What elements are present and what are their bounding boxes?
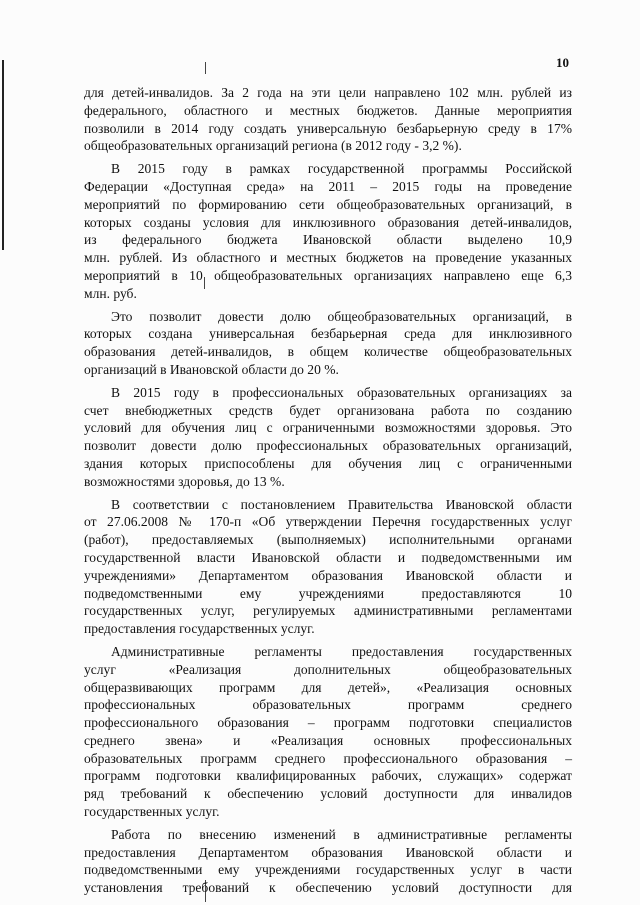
text-line: В соответствии с постановлением Правительства Ивановской области xyxy=(111,496,572,512)
paragraph-5 xyxy=(84,496,572,638)
text-line: счет внебюджетных средств будет организована работа по созданию xyxy=(84,402,572,418)
text-line: услуг «Реализация дополнительных общеобразовательных xyxy=(84,661,572,677)
text-line: государственных услуг, регулируемых административными регламентами xyxy=(84,603,572,619)
text-line: для детей-инвалидов. За 2 года на эти цели направлено 102 млн. рублей из xyxy=(84,85,572,100)
text-line: программ подготовки квалифицированных рабочих, служащих» содержат xyxy=(84,768,572,784)
text-line: В 2015 году в рамках государственной программы Российской xyxy=(111,161,572,177)
text-line: образовательных программ среднего профессионального образования – xyxy=(84,750,572,766)
paragraph-2 xyxy=(84,160,572,302)
scan-artifact xyxy=(205,62,206,74)
text-line-last: государственных услуг. xyxy=(84,804,220,820)
text-line-last: возможностями здоровья, до 13 %. xyxy=(84,473,285,489)
text-line: В 2015 году в профессиональных образовательных организациях за xyxy=(111,384,572,400)
text-line: Это позволит довести долю общеобразовательных организаций, в xyxy=(111,308,572,324)
text-line-last: млн. руб. xyxy=(84,285,137,301)
paragraph-7 xyxy=(84,826,572,897)
document-body xyxy=(84,84,572,897)
text-line: предоставления Департаментом образования Ивановской области и xyxy=(84,844,572,860)
text-line: Работа по внесению изменений в административные регламенты xyxy=(111,826,572,842)
text-line: условий для обучения лиц с ограниченными возможностями здоровья. Это xyxy=(84,420,572,436)
paragraph-3 xyxy=(84,308,572,379)
text-line: подведомственными ему учреждениями государственных услуг в части xyxy=(84,862,572,878)
text-line-last: организаций в Ивановской области до 20 %. xyxy=(84,361,339,377)
text-line: образования детей-инвалидов, в общем количестве общеобразовательных xyxy=(84,344,572,360)
text-line: которых создана универсальная безбарьерная среда для инклюзивного xyxy=(84,326,572,342)
text-line: среднего звена» и «Реализация основных профессиональных xyxy=(84,732,572,748)
text-line: Административные регламенты предоставления государственных xyxy=(111,643,572,659)
text-line: учреждениями» Департаментом образования Ивановской области и xyxy=(84,567,572,583)
paragraph-4 xyxy=(84,384,572,491)
text-line: государственной власти Ивановской области и подведомственными им xyxy=(84,549,572,565)
page-number: 10 xyxy=(556,55,569,70)
scan-edge-mark xyxy=(2,60,4,250)
text-line: от 27.06.2008 № 170-п «Об утверждении Перечня государственных услуг xyxy=(84,514,572,530)
text-line: здания которых приспособлены для обучения лиц с ограниченными xyxy=(84,455,572,471)
text-line: подведомственными ему учреждениями предоставляются 10 xyxy=(84,585,572,601)
text-line: Федерации «Доступная среда» на 2011 – 2015 годы на проведение xyxy=(84,178,572,194)
text-line: мероприятий в 10 общеобразовательных организациях направлено еще 6,3 xyxy=(84,267,572,283)
text-line: профессиональных образовательных программ среднего xyxy=(84,697,572,713)
text-line-last: общеобразовательных организаций региона (в 2012 году - 3,2 %). xyxy=(84,138,462,154)
text-line: ряд требований к обеспечению условий доступности для инвалидов xyxy=(84,786,572,802)
text-line: позволит довести долю профессиональных образовательных организаций, xyxy=(84,438,572,454)
text-line: из федерального бюджета Ивановской области выделено 10,9 xyxy=(84,232,572,248)
text-line-last: предоставления государственных услуг. xyxy=(84,621,315,637)
text-line: позволили в 2014 году создать универсальную безбарьерную среду в 17% xyxy=(84,120,572,136)
paragraph-1 xyxy=(84,84,572,155)
text-line: установления требований к обеспечению условий доступности для xyxy=(84,880,572,896)
text-line: млн. рублей. Из областного и местных бюджетов на проведение указанных xyxy=(84,250,572,266)
paragraph-6 xyxy=(84,643,572,821)
text-line: федерального, областного и местных бюджетов. Данные мероприятия xyxy=(84,102,572,118)
text-line: профессионального образования – программ подготовки специалистов xyxy=(84,715,572,731)
text-line: которых созданы условия для инклюзивного образования детей-инвалидов, xyxy=(84,214,572,230)
text-line: общеразвивающих программ для детей», «Реализация основных xyxy=(84,679,572,695)
text-line: мероприятий по формированию сети общеобразовательных организаций, в xyxy=(84,196,572,212)
text-line: (работ), предоставляемых (выполняемых) исполнительными органами xyxy=(84,532,572,548)
